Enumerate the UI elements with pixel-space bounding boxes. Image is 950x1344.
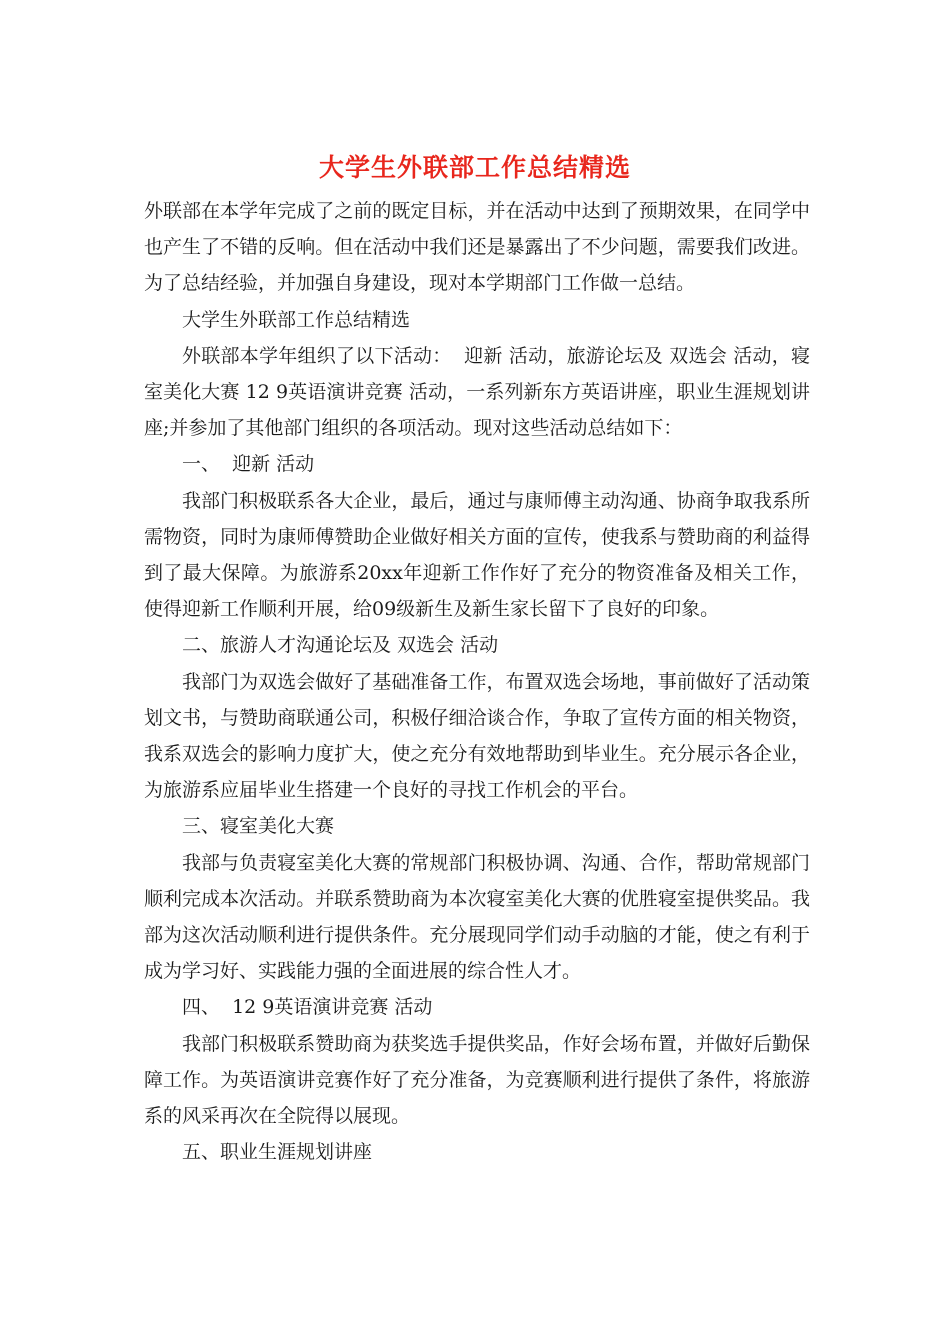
section-heading-1: 一、 迎新 活动 [182, 453, 315, 476]
paragraph-activities-overview: 外联部本学年组织了以下活动： 迎新 活动，旅游论坛及 双选会 活动，寝室美化大赛 12 9英语演讲竞赛 活动，一系列新东方英语讲座，职业生涯规划讲座;并参加了其他部门组织的各项活动。现对这些活动总结如下： [144, 344, 810, 440]
section-heading-2: 二、旅游人才沟通论坛及 双选会 活动 [182, 634, 499, 657]
document-title: 大学生外联部工作总结精选 [318, 153, 631, 182]
section-heading-3: 三、寝室美化大赛 [182, 815, 335, 838]
paragraph-section-4: 我部门积极联系赞助商为获奖选手提供奖品，作好会场布置，并做好后勤保障工作。为英语演讲竞赛作好了充分准备，为竞赛顺利进行提供了条件，将旅游系的风采再次在全院得以展现。 [144, 1032, 810, 1128]
section-heading-4: 四、 12 9英语演讲竞赛 活动 [182, 996, 433, 1019]
document-body [144, 193, 810, 1170]
paragraph-section-1: 我部门积极联系各大企业，最后，通过与康师傅主动沟通、协商争取我系所需物资，同时为康师傅赞助企业做好相关方面的宣传，使我系与赞助商的利益得到了最大保障。为旅游系20xx年迎新工作作好了充分的物资准备及相关工作，使得迎新工作顺利开展，给09级新生及新生家长留下了良好的印象。 [144, 489, 810, 621]
paragraph-section-2: 我部门为双选会做好了基础准备工作，布置双选会场地，事前做好了活动策划文书，与赞助商联通公司，积极仔细洽谈合作，争取了宣传方面的相关物资，我系双选会的影响力度扩大，使之充分有效地帮助到毕业生。充分展示各企业，为旅游系应届毕业生搭建一个良好的寻找工作机会的平台。 [144, 670, 810, 802]
paragraph-intro: 外联部在本学年完成了之前的既定目标，并在活动中达到了预期效果，在同学中也产生了不错的反响。但在活动中我们还是暴露出了不少问题，需要我们改进。为了总结经验，并加强自身建设，现对本学期部门工作做一总结。 [144, 200, 810, 295]
paragraph-section-3: 我部与负责寝室美化大赛的常规部门积极协调、沟通、合作，帮助常规部门顺利完成本次活动。并联系赞助商为本次寝室美化大赛的优胜寝室提供奖品。我部为这次活动顺利进行提供条件。充分展现同学们动手动脑的才能，使之有利于成为学习好、实践能力强的全面进展的综合性人才。 [144, 851, 810, 983]
section-heading-5: 五、职业生涯规划讲座 [182, 1141, 373, 1164]
paragraph-subtitle: 大学生外联部工作总结精选 [182, 308, 411, 331]
